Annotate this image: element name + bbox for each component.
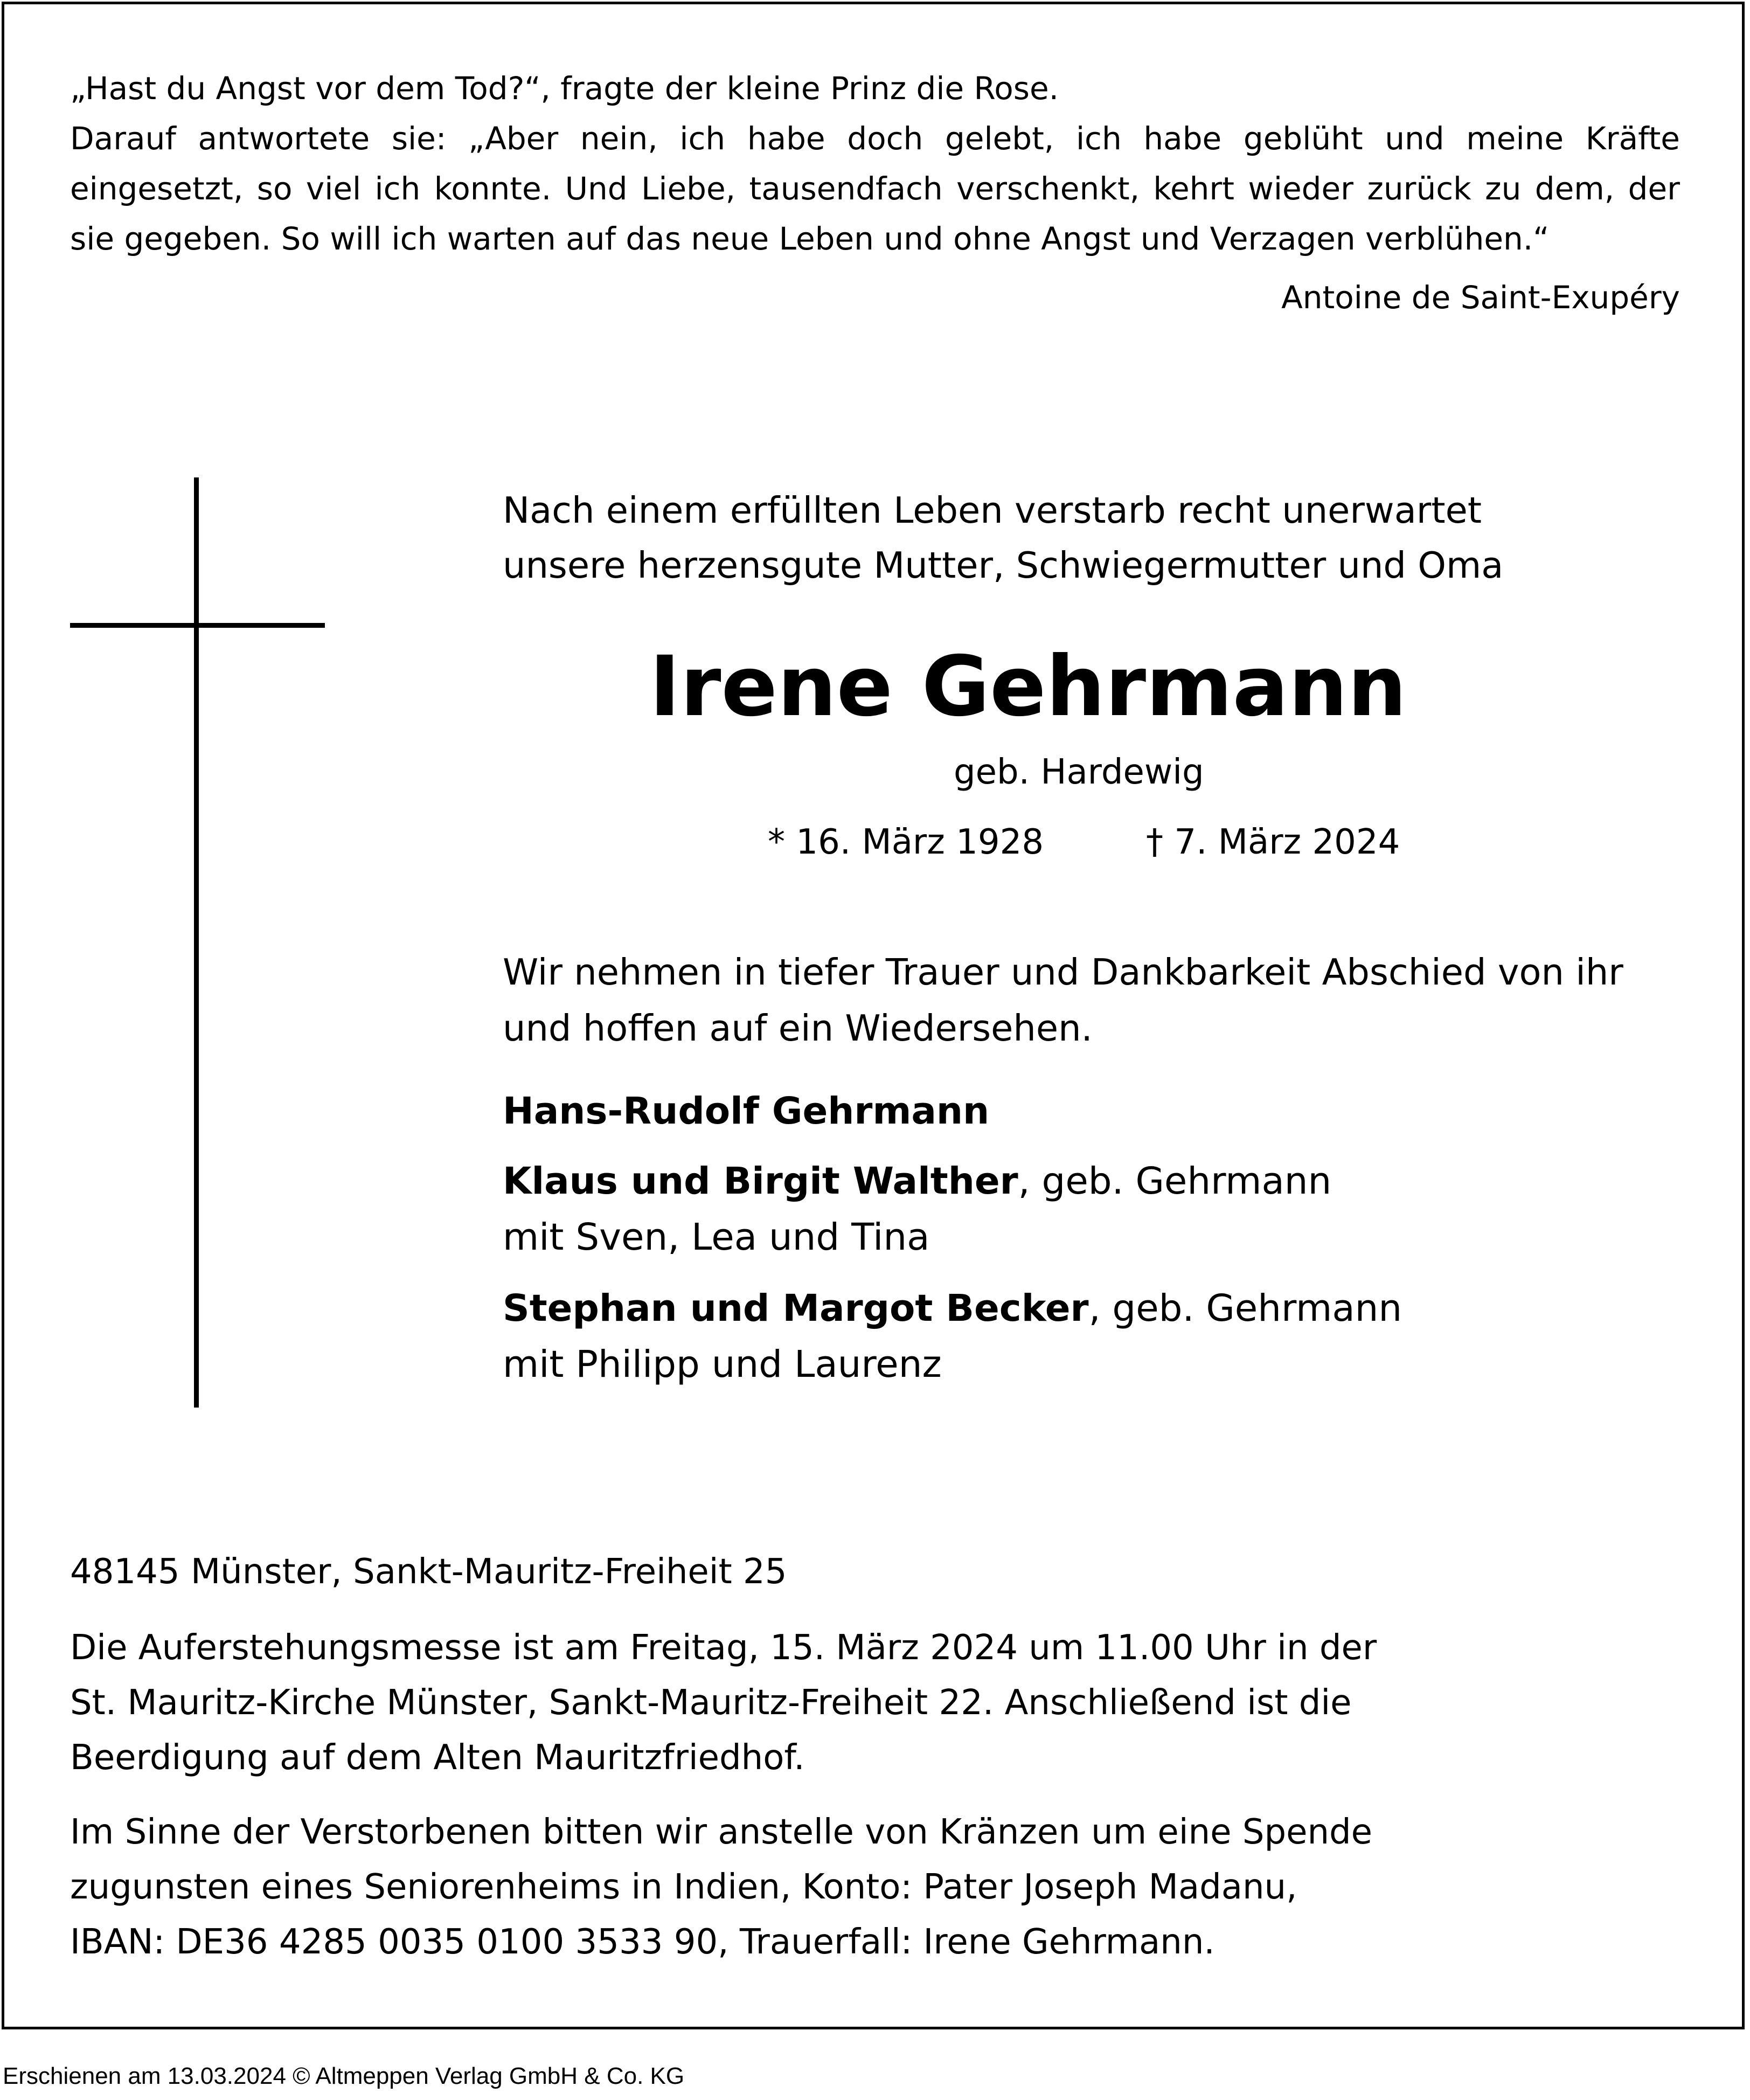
family-member-suffix: , geb. Gehrmann bbox=[1018, 1160, 1332, 1203]
funeral-line-2: St. Mauritz-Kirche Münster, Sankt-Mauritz-Freiheit 22. Anschließend ist die bbox=[70, 1683, 1352, 1723]
donation-line-3: IBAN: DE36 4285 0035 0100 3533 90, Trauerfall: Irene Gehrmann. bbox=[70, 1922, 1215, 1962]
family-member-suffix: , geb. Gehrmann bbox=[1088, 1287, 1402, 1330]
funeral-line-1: Die Auferstehungsmesse ist am Freitag, 15. März 2024 um 11.00 Uhr in der bbox=[70, 1628, 1377, 1668]
farewell-line-2: und hoffen auf ein Wiedersehen. bbox=[503, 1007, 1093, 1049]
birth-date: * 16. März 1928 bbox=[768, 822, 1044, 862]
family-member-name: Klaus und Birgit Walther bbox=[503, 1160, 1018, 1203]
donation-line-1: Im Sinne der Verstorbenen bitten wir anstelle von Kränzen um eine Spende bbox=[70, 1812, 1372, 1852]
farewell-text bbox=[503, 944, 1704, 1056]
intro-line-1: Nach einem erfüllten Leben verstarb recht unerwartet bbox=[503, 489, 1482, 531]
death-date: † 7. März 2024 bbox=[1146, 822, 1400, 862]
cross-icon-horizontal bbox=[70, 623, 325, 628]
donation-line-2: zugunsten eines Seniorenheims in Indien, Konto: Pater Joseph Madanu, bbox=[70, 1867, 1297, 1907]
farewell-line-1: Wir nehmen in tiefer Trauer und Dankbarkeit Abschied von ihr bbox=[503, 951, 1623, 993]
quote bbox=[70, 64, 1680, 264]
family-member-2 bbox=[503, 1153, 1688, 1265]
quote-line-2: Darauf antwortete sie: „Aber nein, ich habe doch gelebt, ich habe geblüht und meine Kräfte eingesetzt, so viel ich konnte. Und Liebe, tausendfach verschenkt, kehrt wieder zurück zu dem, der sie gegeben. So will ich warten auf das neue Leben und ohne Angst und Verzagen verblühen.“ bbox=[70, 120, 1680, 257]
birth-name: geb. Hardewig bbox=[954, 752, 1204, 792]
deceased-name: Irene Gehrmann bbox=[649, 639, 1407, 735]
family-member-name: Stephan und Margot Becker bbox=[503, 1287, 1089, 1330]
family-member-children: mit Philipp und Laurenz bbox=[503, 1343, 942, 1386]
family-member-children: mit Sven, Lea und Tina bbox=[503, 1216, 930, 1259]
announcement-intro bbox=[503, 483, 1688, 593]
funeral-line-3: Beerdigung auf dem Alten Mauritzfriedhof. bbox=[70, 1738, 805, 1778]
donation-info bbox=[70, 1805, 1633, 1970]
family-member-1 bbox=[503, 1083, 1688, 1139]
quote-line-1: „Hast du Angst vor dem Tod?“, fragte der kleine Prinz die Rose. bbox=[70, 70, 1059, 107]
family-member-name: Hans-Rudolf Gehrmann bbox=[503, 1090, 990, 1133]
family-member-3 bbox=[503, 1280, 1688, 1392]
publication-footer: Erschienen am 13.03.2024 © Altmeppen Verlag GmbH & Co. KG bbox=[3, 2063, 685, 2089]
intro-line-2: unsere herzensgute Mutter, Schwiegermutter und Oma bbox=[503, 544, 1504, 586]
cross-icon-vertical bbox=[194, 477, 199, 1408]
quote-author: Antoine de Saint-Exupéry bbox=[1281, 279, 1680, 316]
funeral-info bbox=[70, 1620, 1633, 1785]
address: 48145 Münster, Sankt-Mauritz-Freiheit 25 bbox=[70, 1552, 787, 1592]
